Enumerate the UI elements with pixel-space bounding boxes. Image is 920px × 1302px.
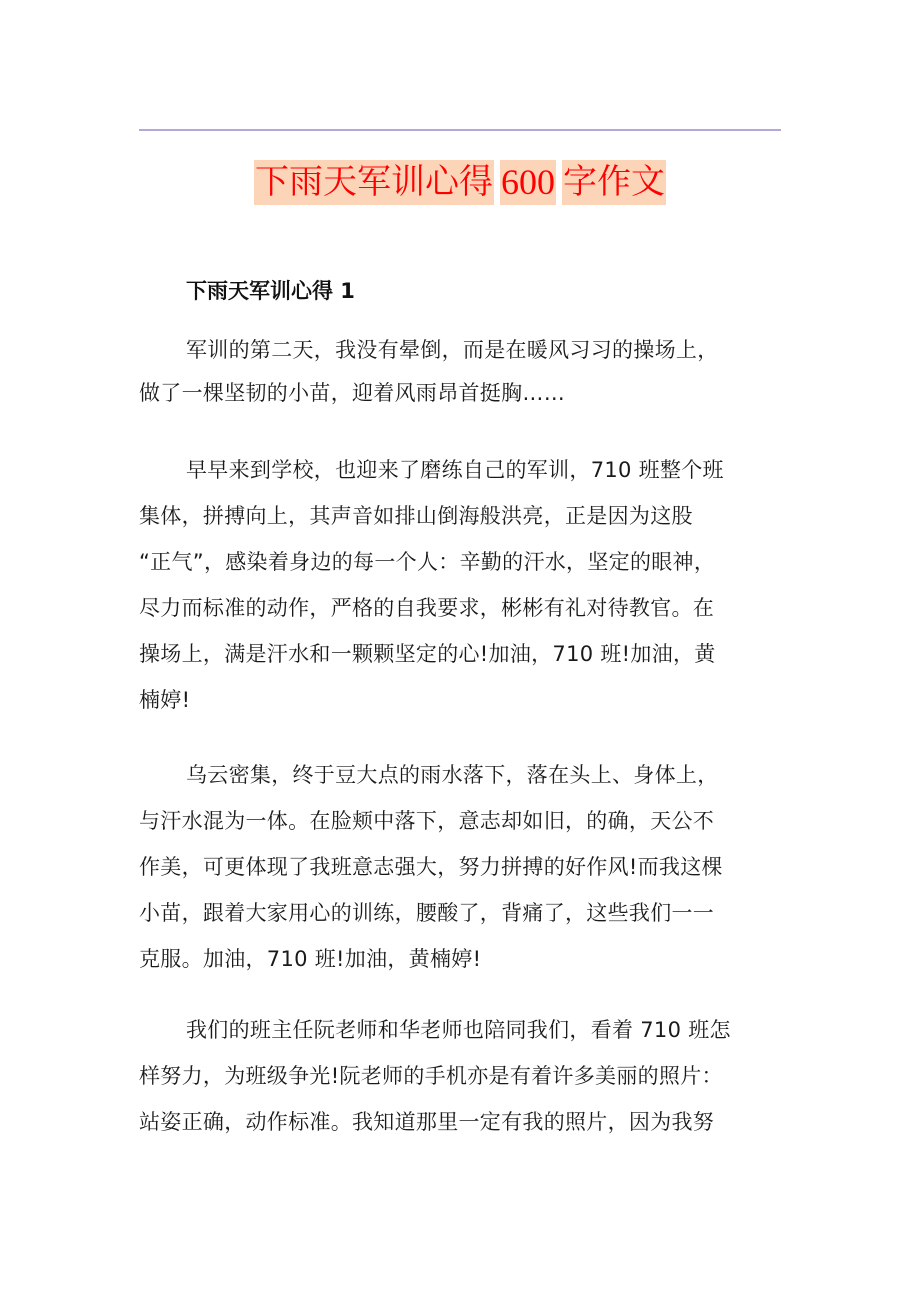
text-line: 军训的第二天，我没有晕倒，而是在暖风习习的操场上， <box>186 338 719 362</box>
text-line: 操场上，满是汗水和一颗颗坚定的心!加油，710 班!加油，黄 <box>139 642 716 666</box>
text-line: 站姿正确，动作标准。我知道那里一定有我的照片，因为我努 <box>139 1110 715 1134</box>
text-line: 早早来到学校，也迎来了磨练自己的军训，710 班整个班 <box>186 458 724 482</box>
section-heading: 下雨天军训心得 1 <box>186 279 355 303</box>
title-segment: 下雨天军训心得 <box>254 160 494 205</box>
text-line: 克服。加油，710 班!加油，黄楠婷! <box>139 947 482 971</box>
document-title <box>0 160 920 205</box>
text-line: 与汗水混为一体。在脸颊中落下，意志却如旧，的确，天公不 <box>139 809 715 833</box>
text-line: 集体，拼搏向上，其声音如排山倒海般洪亮，正是因为这股 <box>139 504 693 528</box>
text-line: 小苗，跟着大家用心的训练，腰酸了，背痛了，这些我们一一 <box>139 901 715 925</box>
text-line: 楠婷! <box>139 688 191 712</box>
title-segment: 字作文 <box>562 160 666 205</box>
header-rule <box>139 129 781 131</box>
text-line: 做了一棵坚韧的小苗，迎着风雨昂首挺胸…… <box>139 381 565 405</box>
text-line: 样努力，为班级争光!阮老师的手机亦是有着许多美丽的照片： <box>139 1064 723 1088</box>
text-line: 乌云密集，终于豆大点的雨水落下，落在头上、身体上， <box>186 763 719 787</box>
title-segment: 600 <box>500 160 556 205</box>
text-line: 作美，可更体现了我班意志强大，努力拼搏的好作风!而我这棵 <box>139 855 723 879</box>
text-line: 我们的班主任阮老师和华老师也陪同我们，看着 710 班怎 <box>186 1018 731 1042</box>
text-line: “正气”，感染着身边的每一个人：辛勤的汗水，坚定的眼神， <box>139 550 716 574</box>
text-line: 尽力而标准的动作，严格的自我要求，彬彬有礼对待教官。在 <box>139 596 715 620</box>
